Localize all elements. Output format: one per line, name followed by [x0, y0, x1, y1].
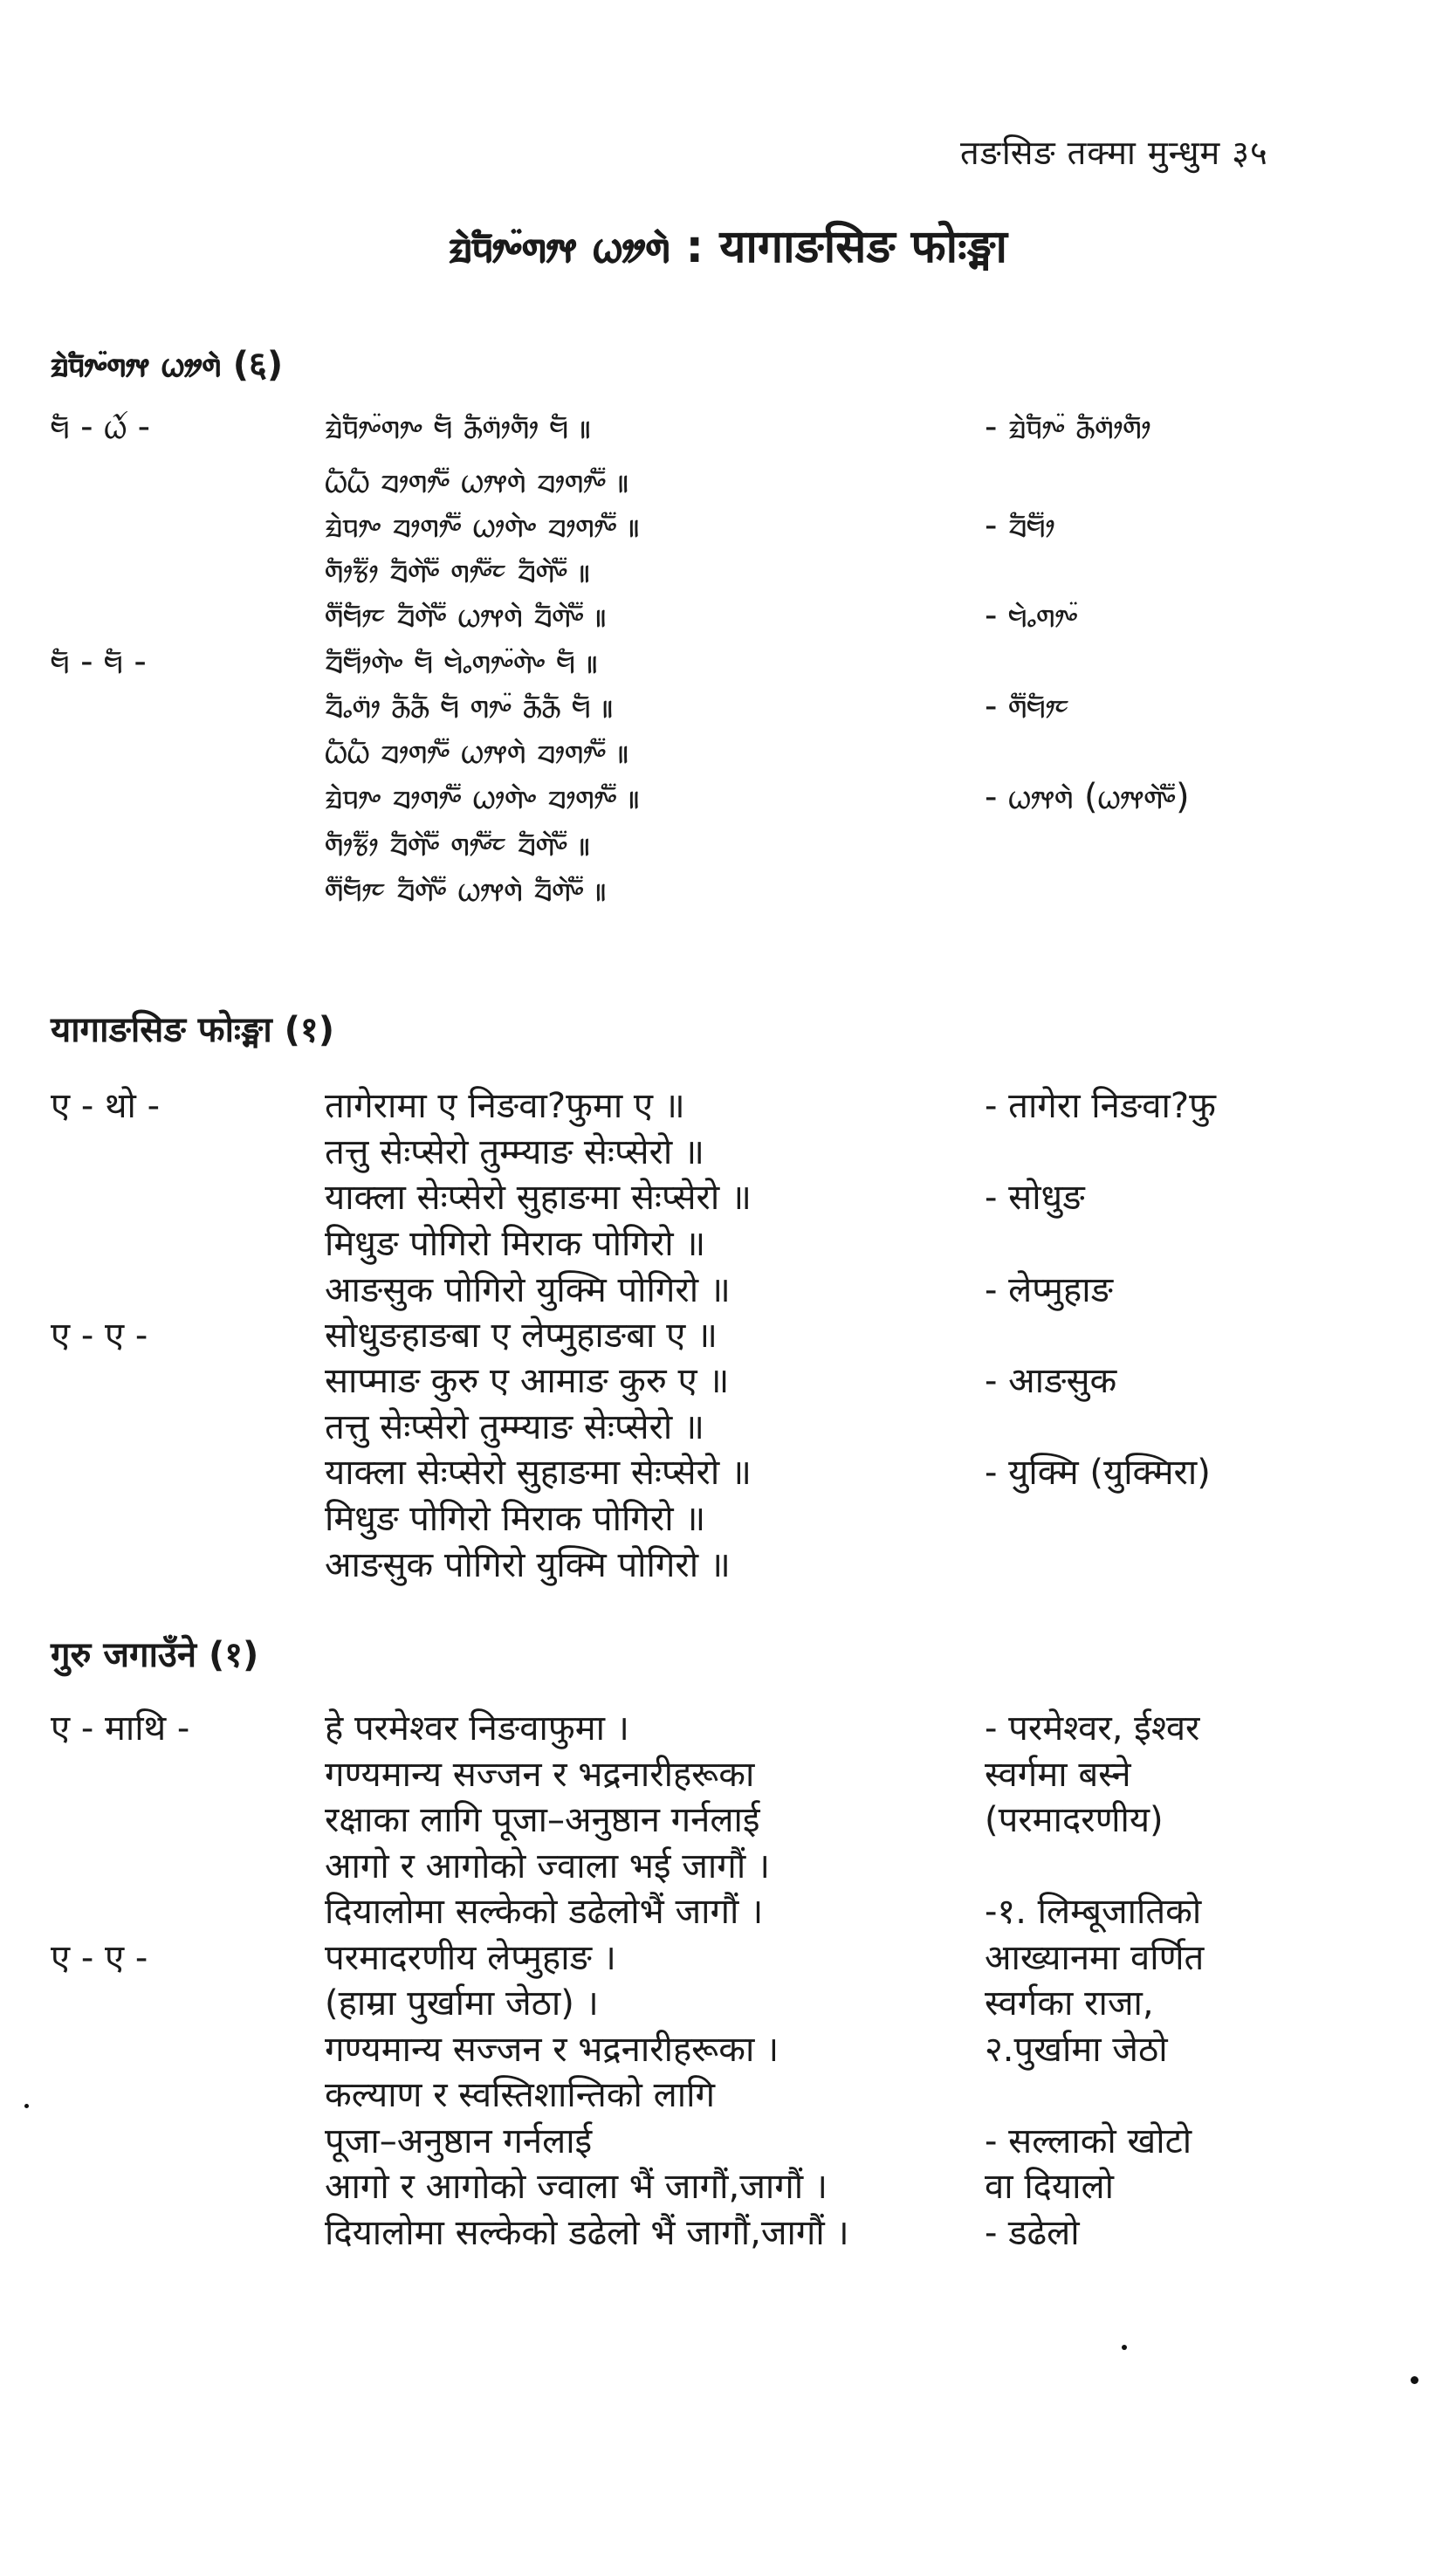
verse-line — [0, 866, 1456, 913]
verse-line — [0, 2209, 1456, 2257]
gloss-note: स्वर्गमा बस्ने — [985, 1755, 1131, 1795]
verse-text: ᤛᤠ᤺ᤗᤥᤰ ᤔᤠᤛᤧᤴ᤺ᤠ ᤐᤣᤶᤛᤧ ᤔᤠᤛᤧᤴ᤺ᤠ ॥ — [325, 595, 608, 636]
verse-text: हे परमेश्वर निङवाफुमा । — [325, 1708, 629, 1749]
verse-text: गण्यमान्य सज्जन र भद्रनारीहरूका । — [325, 2030, 780, 2070]
verse-text: परमादरणीय लेप्मुहाङ । — [325, 1938, 616, 1978]
verse-text: गण्यमान्य सज्जन र भद्रनारीहरूका — [325, 1755, 755, 1795]
verse-line — [0, 683, 1456, 730]
gloss-note: - डढेलो — [985, 2213, 1080, 2253]
verse-text: ᤐᤠᤐᤠ ᤔᤣᤛᤣᤴ᤺ᤠ ᤐᤣᤶᤛᤧ ᤔᤣᤛᤣᤴ᤺ᤠ ॥ — [325, 461, 629, 501]
gloss-note: -१. लिम्बूजातिको — [985, 1892, 1202, 1932]
verse-text: मिधुङ पोगिरो मिराक पोगिरो ॥ — [325, 1224, 706, 1264]
verse-line — [0, 2026, 1456, 2073]
speaker-cue: ᤗᤠ - ᤐᤨ - — [51, 407, 151, 447]
verse-text: तत्तु सेःप्सेरो तुम्म्याङ सेःप्सेरो ॥ — [325, 1407, 704, 1447]
verse-line — [0, 1220, 1456, 1268]
verse-line — [0, 547, 1456, 594]
gloss-note: - ᤔᤠᤗᤥ᤺ — [985, 505, 1055, 546]
speaker-cue: ए - ए - — [51, 1938, 148, 1978]
verse-line — [0, 821, 1456, 868]
gloss-note: (परमादरणीय) — [985, 1800, 1164, 1840]
gloss-note: आख्यानमा वर्णित — [985, 1938, 1205, 1978]
verse-line — [0, 728, 1456, 775]
gloss-note: - लेप्मुहाङ — [985, 1270, 1114, 1310]
verse-line — [0, 502, 1456, 549]
section-title: गुरु जगाउँने (१) — [51, 1635, 259, 1675]
verse-text: तत्तु सेःप्सेरो तुम्म्याङ सेःप्सेरो ॥ — [325, 1132, 704, 1172]
ink-speck — [1411, 2376, 1418, 2384]
verse-line — [0, 773, 1456, 821]
verse-text: साप्माङ कुरु ए आमाङ कुरु ए ॥ — [325, 1361, 730, 1401]
verse-line — [0, 1404, 1456, 1451]
gloss-note: - ᤗᤧᤱᤛᤣᤴ᤺ — [985, 595, 1078, 636]
verse-text: ᤀᤧᤄᤥᤴ᤺ᤛᤣᤴ ᤗᤠ ᤌᤠᤛᤣ᤺ᤛᤥ ᤗᤠ ॥ — [325, 407, 592, 447]
verse-text: ᤐᤠᤐᤠ ᤔᤣᤛᤣᤴ᤺ᤠ ᤐᤣᤶᤛᤧ ᤔᤣᤛᤣᤴ᤺ᤠ ॥ — [325, 732, 629, 772]
verse-line — [0, 1495, 1456, 1543]
verse-line — [0, 1980, 1456, 2027]
verse-line — [0, 1174, 1456, 1221]
gloss-note: - सल्लाको खोटो — [985, 2121, 1192, 2161]
verse-text: ᤛᤠ᤺ᤗᤥᤰ ᤔᤠᤛᤧᤴ᤺ᤠ ᤐᤣᤶᤛᤧ ᤔᤠᤛᤧᤴ᤺ᤠ ॥ — [325, 869, 608, 910]
verse-line — [0, 457, 1456, 505]
verse-line — [0, 1797, 1456, 1844]
verse-text: दियालोमा सल्केको डढेलो भैं जागौं,जागौं । — [325, 2213, 849, 2253]
verse-text: दियालोमा सल्केको डढेलोभैं जागौं । — [325, 1892, 764, 1932]
speaker-cue: ए - माथि - — [51, 1708, 190, 1749]
gloss-note: - सोधुङ — [985, 1178, 1085, 1218]
verse-text: आगो र आगोको ज्वाला भैं जागौं,जागौं । — [325, 2167, 828, 2207]
speaker-cue: ए - थो - — [51, 1086, 161, 1126]
verse-line — [0, 1082, 1456, 1130]
verse-text: कल्याण र स्वस्तिशान्तिको लागि — [325, 2075, 715, 2115]
speaker-cue: ᤗᤠ - ᤗᤠ - — [51, 642, 147, 682]
gloss-note: - ᤐᤣᤶᤛᤧ (ᤐᤣᤶᤛᤧᤴ᤺ᤠ) — [985, 777, 1190, 817]
gloss-note: - परमेश्वर, ईश्वर — [985, 1708, 1200, 1749]
verse-text: (हाम्रा पुर्खामा जेठा) । — [325, 1983, 599, 2024]
verse-text: ᤔᤠᤱᤛᤣ᤺ ᤌᤠᤌᤠ ᤗᤠ ᤛᤣᤴ᤺ ᤌᤠᤌᤠ ᤗᤠ ॥ — [325, 686, 614, 726]
verse-text: तागेरामा ए निङवा?फुमा ए ॥ — [325, 1086, 685, 1126]
running-header: तङसिङ तक्मा मुन्धुम ३५ — [960, 134, 1268, 172]
verse-text: सोधुङहाङबा ए लेप्मुहाङबा ए ॥ — [325, 1316, 718, 1356]
verse-line — [0, 1751, 1456, 1798]
gloss-note: - आङसुक — [985, 1361, 1117, 1401]
verse-text: पूजा–अनुष्ठान गर्नलाई — [325, 2121, 593, 2161]
gloss-note: - ᤛᤠ᤺ᤗᤥᤰ — [985, 686, 1069, 726]
gloss-note: स्वर्गका राजा, — [985, 1983, 1154, 2024]
page-title: ᤀᤧᤄᤥᤴ᤺ᤛᤣᤶ ᤐᤤᤛᤧ : यागाङसिङ फोःङ्मा — [448, 221, 1008, 273]
verse-text: आङसुक पोगिरो युक्मि पोगिरो ॥ — [325, 1545, 731, 1585]
verse-line — [0, 2072, 1456, 2119]
verse-text: आङसुक पोगिरो युक्मि पोगिरो ॥ — [325, 1270, 731, 1310]
verse-text: याक्ला सेःप्सेरो सुहाङमा सेःप्सेरो ॥ — [325, 1178, 752, 1218]
gloss-note: - युक्मि (युक्मिरा) — [985, 1453, 1211, 1493]
gloss-note: वा दियालो — [985, 2167, 1114, 2207]
gloss-note: - ᤀᤧᤄᤥᤴ᤺ ᤌᤠᤛᤣ᤺ᤛᤥ — [985, 407, 1151, 447]
verse-line — [0, 1129, 1456, 1176]
verse-text: ᤛᤥᤃᤥ᤺ ᤔᤠᤛᤧᤴ᤺ᤠ ᤛᤣᤴ᤺ᤠᤰ ᤔᤠᤛᤧᤴ᤺ᤠ ॥ — [325, 824, 591, 864]
verse-text: ᤛᤥᤃᤥ᤺ ᤔᤠᤛᤧᤴ᤺ᤠ ᤛᤣᤴ᤺ᤠᤰ ᤔᤠᤛᤧᤴ᤺ᤠ ॥ — [325, 551, 591, 591]
verse-line — [0, 2163, 1456, 2210]
verse-text: ᤀᤧᤄᤣᤴ ᤔᤣᤛᤣᤴ᤺ᤠ ᤐᤣᤛᤧᤴ ᤔᤣᤛᤣᤴ᤺ᤠ ॥ — [325, 777, 641, 817]
verse-line — [0, 1267, 1456, 1314]
verse-line — [0, 1449, 1456, 1496]
section-title: यागाङसिङ फोःङ्मा (१) — [51, 1010, 334, 1050]
verse-line — [0, 1888, 1456, 1935]
ink-speck — [24, 2104, 29, 2108]
ink-speck — [1122, 2345, 1127, 2350]
verse-line — [0, 1843, 1456, 1890]
verse-line — [0, 1705, 1456, 1752]
verse-text: ᤔᤠᤗᤥ᤺ᤛᤧᤴ ᤗᤠ ᤗᤧᤱᤛᤣᤴ᤺ᤛᤧᤴ ᤗᤠ ॥ — [325, 642, 599, 682]
gloss-note: - तागेरा निङवा?फु — [985, 1086, 1216, 1126]
verse-line — [0, 1312, 1456, 1359]
verse-line — [0, 592, 1456, 639]
verse-line — [0, 638, 1456, 685]
verse-text: आगो र आगोको ज्वाला भई जागौं । — [325, 1846, 771, 1886]
section-title: ᤀᤧᤄᤥᤴ᤺ᤛᤣᤶ ᤐᤤᤛᤧ (६) — [51, 345, 284, 385]
verse-line — [0, 1934, 1456, 1982]
verse-text: ᤀᤧᤄᤣᤴ ᤔᤣᤛᤣᤴ᤺ᤠ ᤐᤣᤛᤧᤴ ᤔᤣᤛᤣᤴ᤺ᤠ ॥ — [325, 505, 641, 546]
gloss-note: २.पुर्खामा जेठो — [985, 2030, 1168, 2070]
verse-line — [0, 2118, 1456, 2165]
verse-text: याक्ला सेःप्सेरो सुहाङमा सेःप्सेरो ॥ — [325, 1453, 752, 1493]
verse-text: रक्षाका लागि पूजा–अनुष्ठान गर्नलाई — [325, 1800, 760, 1840]
verse-line — [0, 403, 1456, 450]
verse-text: मिधुङ पोगिरो मिराक पोगिरो ॥ — [325, 1499, 706, 1539]
verse-line — [0, 1357, 1456, 1405]
speaker-cue: ए - ए - — [51, 1316, 148, 1356]
verse-line — [0, 1542, 1456, 1589]
